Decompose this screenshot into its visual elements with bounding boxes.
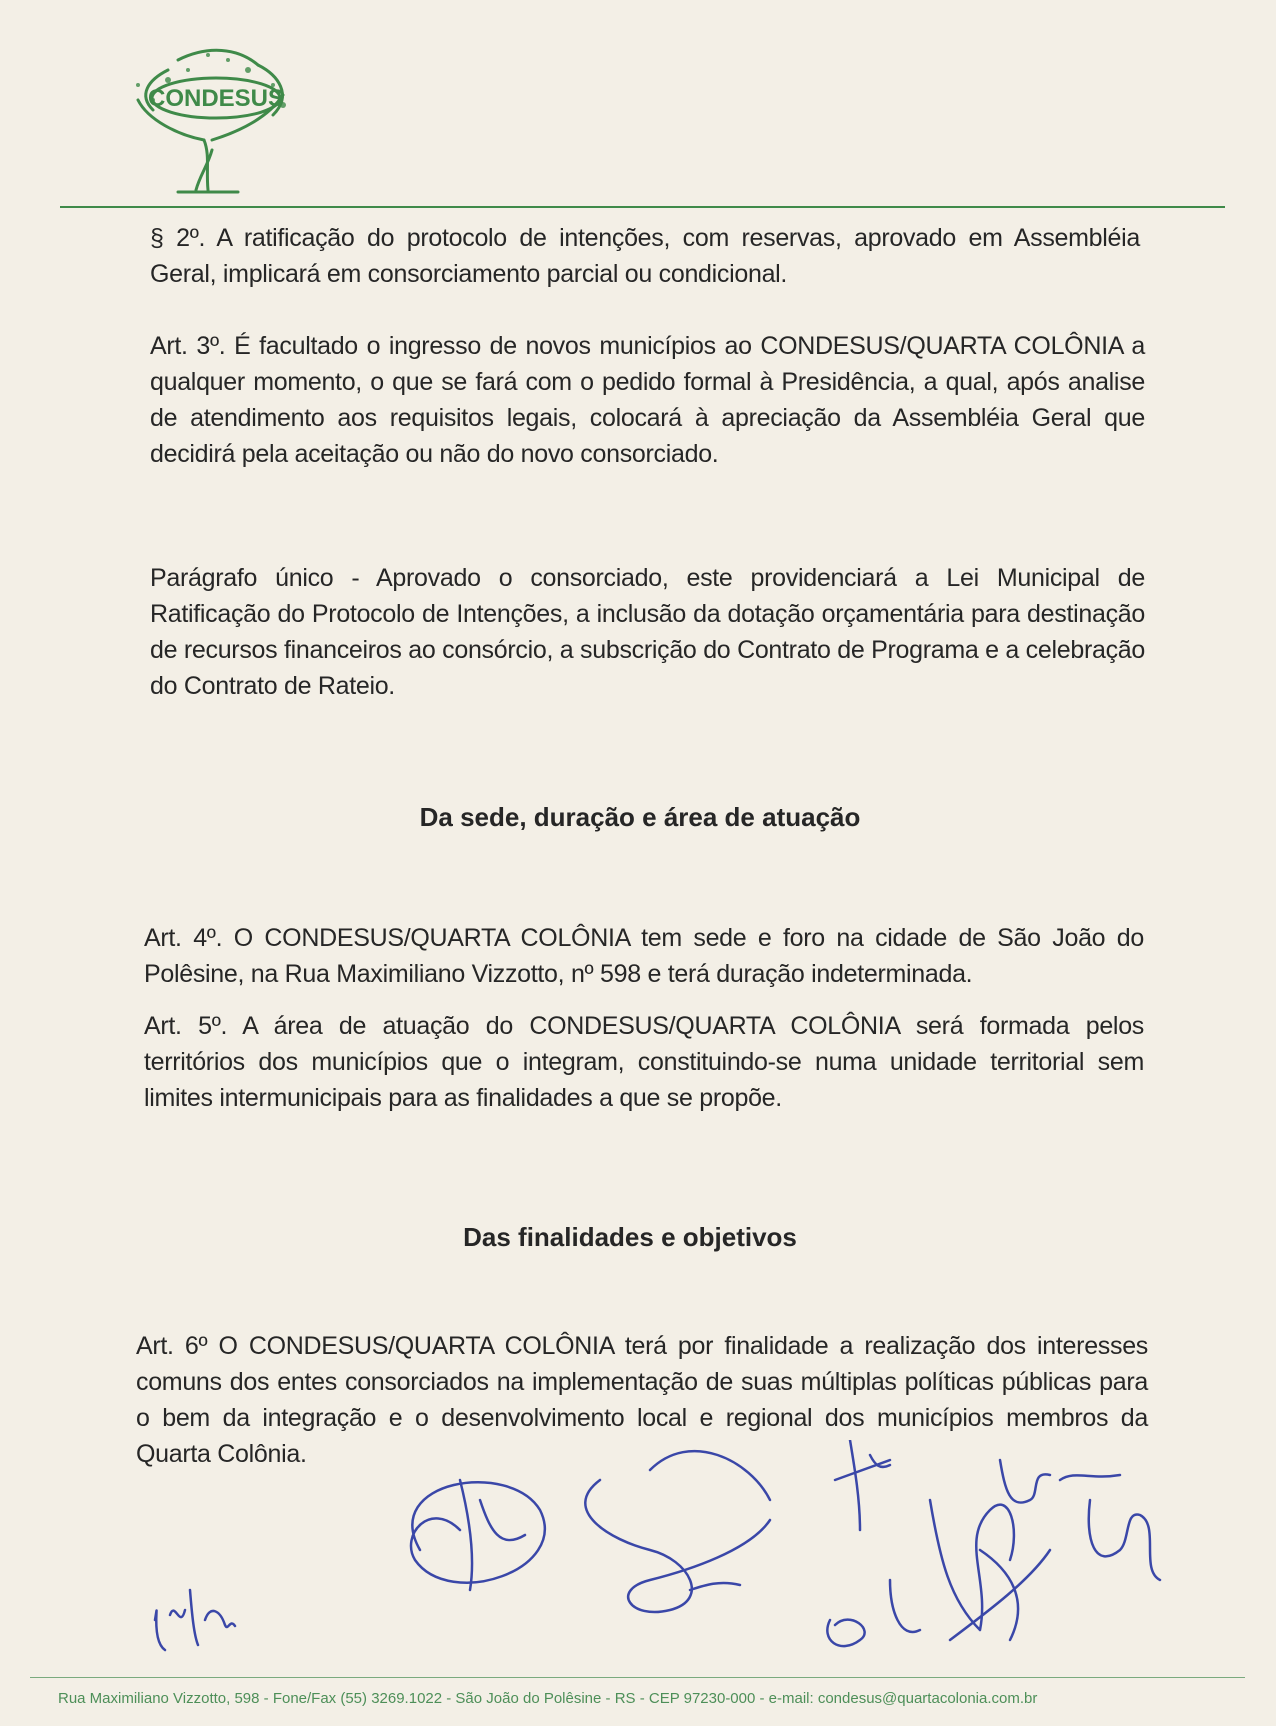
article-3: Art. 3º. É facultado o ingresso de novos municípios ao CONDESUS/QUARTA COLÔNIA a qualquer momento, o que se fará com o pedido formal à Presidência, a qual, após analise de atendimento aos requisitos legais, colocará à apreciação da Assembléia Geral que decidirá pela aceitação ou não do novo consorciado. xyxy=(150,332,1145,468)
svg-text:CONDESUS: CONDESUS xyxy=(147,85,285,112)
signature-1 xyxy=(155,1590,235,1650)
article-6: Art. 6º O CONDESUS/QUARTA COLÔNIA terá por finalidade a realização dos interesses comuns dos entes consorciados na implementação de suas múltiplas políticas públicas para o bem da integração e o desenvolvimento local e regional dos municípios membros da Quarta Colônia. xyxy=(136,1332,1148,1468)
signature-4 xyxy=(835,1440,890,1530)
footer-divider xyxy=(30,1677,1245,1678)
signature-6 xyxy=(930,1500,1050,1640)
signature-3 xyxy=(585,1451,770,1612)
section-heading-seat: Da sede, duração e área de atuação xyxy=(419,802,861,832)
signature-8 xyxy=(1089,1500,1160,1580)
signatures-area xyxy=(130,1440,1250,1670)
sole-paragraph: Parágrafo único - Aprovado o consorciado, este providenciará a Lei Municipal de Ratificação do Protocolo de Intenções, a inclusão da dotação orçamentária para destinação de recursos financeiros ao consórcio, a subscrição do Contrato de Programa e a celebração do Contrato de Rateio. xyxy=(150,564,1145,700)
section-heading-purposes: Das finalidades e objetivos xyxy=(463,1222,797,1252)
signature-5 xyxy=(827,1580,920,1646)
condesus-logo xyxy=(108,40,328,200)
footer-address: Rua Maximiliano Vizzotto, 598 - Fone/Fax (55) 3269.1022 - São João do Polêsine - RS - CEP 97230-000 - e-mail: condesus@quartacolonia.com.br xyxy=(58,1690,1038,1707)
signature-2 xyxy=(411,1480,545,1590)
header-divider xyxy=(60,206,1225,208)
article-5: Art. 5º. A área de atuação do CONDESUS/QUARTA COLÔNIA será formada pelos territórios dos municípios que o integram, constituindo-se numa unidade territorial sem limites intermunicipais para as finalidades a que se propõe. xyxy=(144,1012,1144,1112)
article-4: Art. 4º. O CONDESUS/QUARTA COLÔNIA tem sede e foro na cidade de São João do Polêsine, na Rua Maximiliano Vizzotto, nº 598 e terá duração indeterminada. xyxy=(144,924,1144,988)
paragraph-2-ratification: § 2º. A ratificação do protocolo de intenções, com reservas, aprovado em Assembléia Geral, implicará em consorciamento parcial ou condicional. xyxy=(150,224,1140,288)
signature-7 xyxy=(1000,1460,1120,1503)
